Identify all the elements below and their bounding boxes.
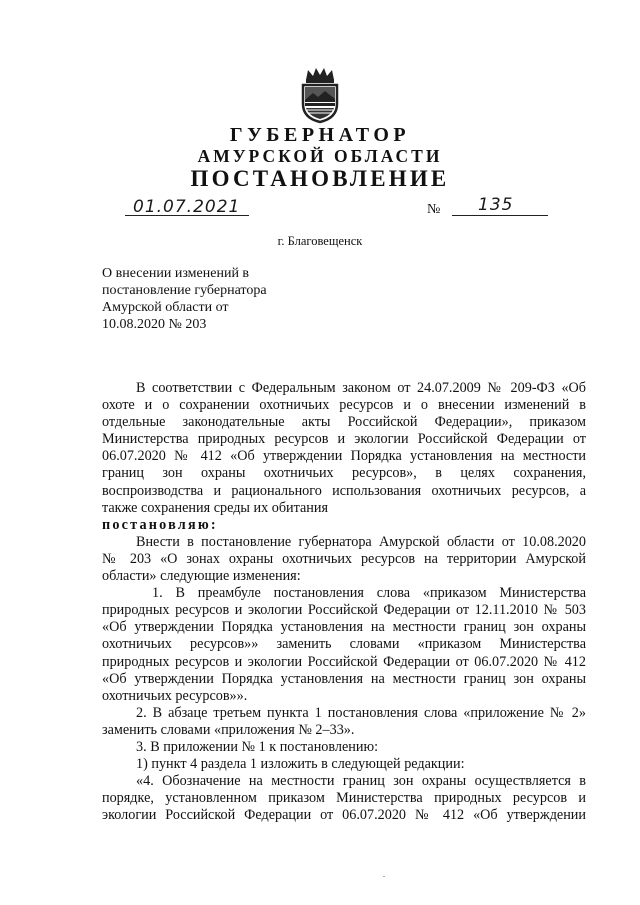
body-line: области» следующие изменения: xyxy=(102,568,301,585)
body-line: заменить словами «приложения № 2–33». xyxy=(102,721,355,738)
body-line: Внести в постановление губернатора Амурской области от 10.08.2020 xyxy=(136,533,586,550)
body-line: охоте и о сохранении охотничьих ресурсов и о внесении изменений в xyxy=(102,397,586,414)
subject-line: 10.08.2020 № 203 xyxy=(102,317,207,332)
body-line: природных ресурсов и экологии Российской Федерации от 12.11.2010 № 503 xyxy=(102,602,586,619)
body-line: воспроизводства и рационального использования охотничьих ресурсов, а xyxy=(102,482,586,499)
body-line: Министерства природных ресурсов и экологии Российской Федерации от xyxy=(102,431,586,448)
body-line: 3. В приложении № 1 к постановлению: xyxy=(136,738,379,755)
subject-line: постановление губернатора xyxy=(102,283,267,298)
number-sign: № xyxy=(427,202,441,217)
body-line: охотничьих ресурсов»». xyxy=(102,687,248,704)
body-line: «4. Обозначение на местности границ зон охраны осуществляется в xyxy=(136,773,586,790)
number-underline xyxy=(452,215,548,216)
body-line: «Об утверждении Порядка установления на местности границ зон охраны xyxy=(102,670,586,687)
body-line: № 203 «О зонах охраны охотничьих ресурсов на территории Амурской xyxy=(102,550,586,567)
document-date: 01.07.2021 xyxy=(133,197,241,217)
body-line: границ зон охраны охотничьих ресурсов», в целях сохранения, xyxy=(102,465,586,482)
document-type-title: ПОСТАНОВЛЕНИЕ xyxy=(190,166,450,191)
region-title: АМУРСКОЙ ОБЛАСТИ xyxy=(197,146,443,166)
coat-of-arms-icon xyxy=(298,66,342,124)
body-line: охотничьих ресурсов»» заменить словами «приказом Министерства xyxy=(102,636,586,653)
body-line: порядке, установленном приказом Министерства природных ресурсов и xyxy=(102,790,586,807)
subject-line: Амурской области от xyxy=(102,300,229,315)
body-line: «Об утверждении Порядка установления на местности границ зон охраны xyxy=(102,619,586,636)
scan-speck xyxy=(383,876,385,877)
date-underline xyxy=(125,215,249,216)
city-label: г. Благовещенск xyxy=(277,234,363,248)
body-line: В соответствии с Федеральным законом от 24.07.2009 № 209-ФЗ «Об xyxy=(136,380,586,396)
decree-word: постановляю: xyxy=(102,516,218,533)
body-line: также сохранения среды их обитания xyxy=(102,499,329,516)
body-line: отдельные законодательные акты Российской Федерации», приказом xyxy=(102,414,586,431)
issuer-title: ГУБЕРНАТОР xyxy=(229,124,411,146)
document-body xyxy=(102,380,586,824)
body-line: 1) пункт 4 раздела 1 изложить в следующей редакции: xyxy=(136,756,465,773)
body-line: 1. В преамбуле постановления слова «приказом Министерства xyxy=(152,585,586,602)
body-line: 06.07.2020 № 412 «Об утверждении Порядка установления на местности xyxy=(102,448,586,465)
body-line: экологии Российской Федерации от 06.07.2020 № 412 «Об утверждении xyxy=(102,807,586,824)
document-subject xyxy=(102,265,267,333)
document-number: 135 xyxy=(478,195,514,215)
subject-line: О внесении изменений в xyxy=(102,266,250,281)
body-line: природных ресурсов и экологии Российской Федерации от 06.07.2020 № 412 xyxy=(102,653,586,670)
body-line: 2. В абзаце третьем пункта 1 постановления слова «приложение № 2» xyxy=(136,704,586,721)
